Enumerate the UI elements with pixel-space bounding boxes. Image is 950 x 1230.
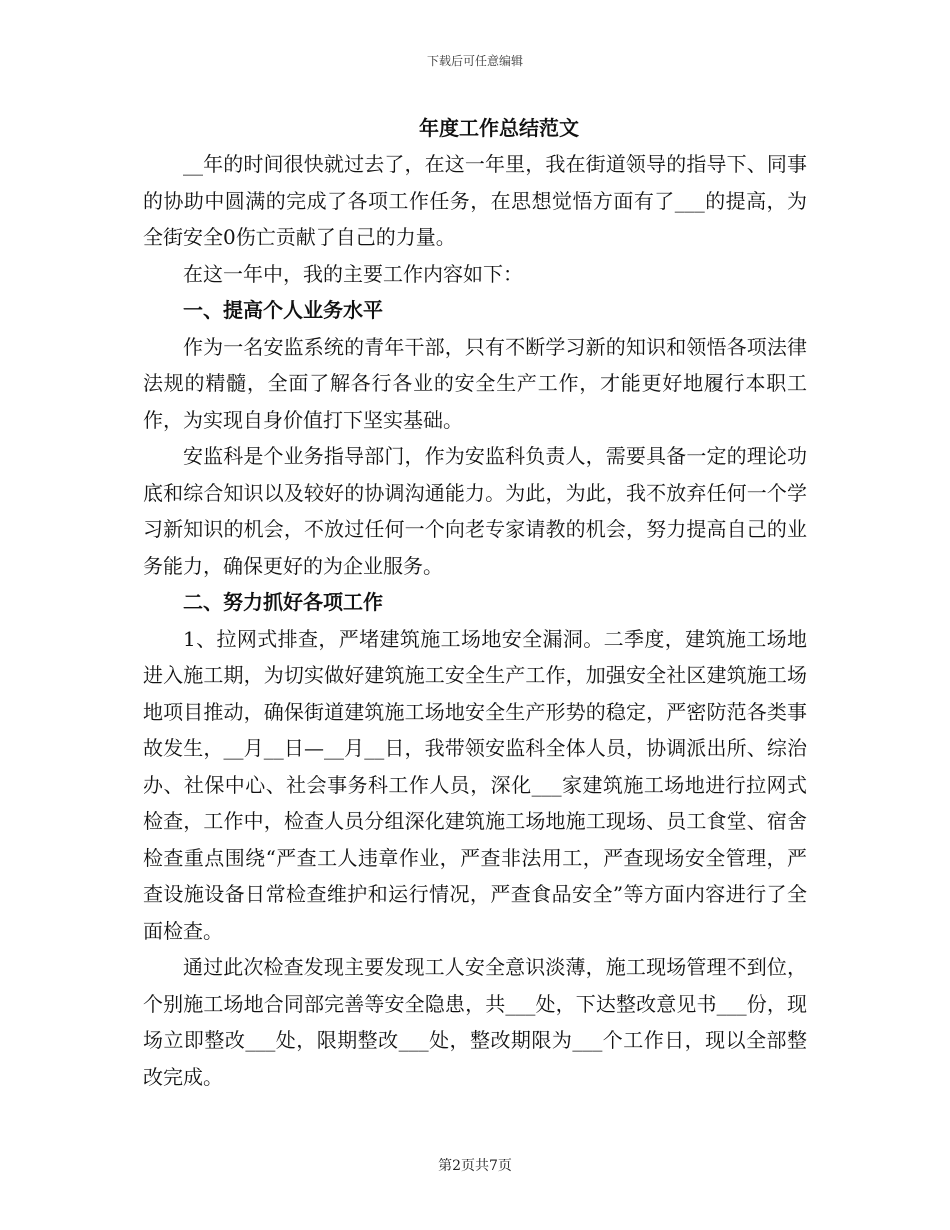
document-body xyxy=(143,110,807,1095)
section-heading-2: 二、努力抓好各项工作 xyxy=(183,590,383,614)
page-number: 第2页共7页 xyxy=(438,1158,512,1174)
paragraph-section1-b: 安监科是个业务指导部门，作为安监科负责人，需要具备一定的理论功底和综合知识以及较好的协调沟通能力。为此，为此，我不放弃任何一个学习新知识的机会，不放过任何一个向老专家请教的机会，努力提高自己的业务能力，确保更好的为企业服务。 xyxy=(143,444,807,578)
section-heading-1: 一、提高个人业务水平 xyxy=(183,298,383,322)
paragraph-section2-b: 通过此次检查发现主要发现工人安全意识淡薄，施工现场管理不到位，个别施工场地合同部完善等安全隐患，共___处，下达整改意见书___份，现场立即整改___处，限期整改___处，整改期限为___个工作日，现以全部整改完成。 xyxy=(143,955,807,1089)
paragraph-intro: __年的时间很快就过去了，在这一年里，我在街道领导的指导下、同事的协助中圆满的完成了各项工作任务，在思想觉悟方面有了___的提高，为全街安全0伤亡贡献了自己的力量。 xyxy=(143,152,807,249)
paragraph-section1-a: 作为一名安监系统的青年干部，只有不断学习新的知识和领悟各项法律法规的精髓，全面了解各行各业的安全生产工作，才能更好地履行本职工作，为实现自身价值打下坚实基础。 xyxy=(143,334,807,432)
paragraph-summary-lead: 在这一年中，我的主要工作内容如下： xyxy=(183,261,523,286)
header-note: 下载后可任意编辑 xyxy=(426,54,523,68)
paragraph-section2-a: 1、拉网式排查，严堵建筑施工场地安全漏洞。二季度，建筑施工场地进入施工期，为切实做好建筑施工安全生产工作，加强安全社区建筑施工场地项目推动，确保街道建筑施工场地安全生产形势的稳定，严密防范各类事故发生，__月__日—__月__日，我带领安监科全体人员，协调派出所、综治办、社保中心、社会事务科工作人员，深化___家建筑施工场地进行拉网式检查，工作中，检查人员分组深化建筑施工场地施工现场、员工食堂、宿舍检查重点围绕“严查工人违章作业，严查非法用工，严查现场安全管理，严查设施设备日常检查维护和运行情况，严查食品安全”等方面内容进行了全面检查。 xyxy=(143,626,807,943)
document-title: 年度工作总结范文 xyxy=(419,116,579,140)
